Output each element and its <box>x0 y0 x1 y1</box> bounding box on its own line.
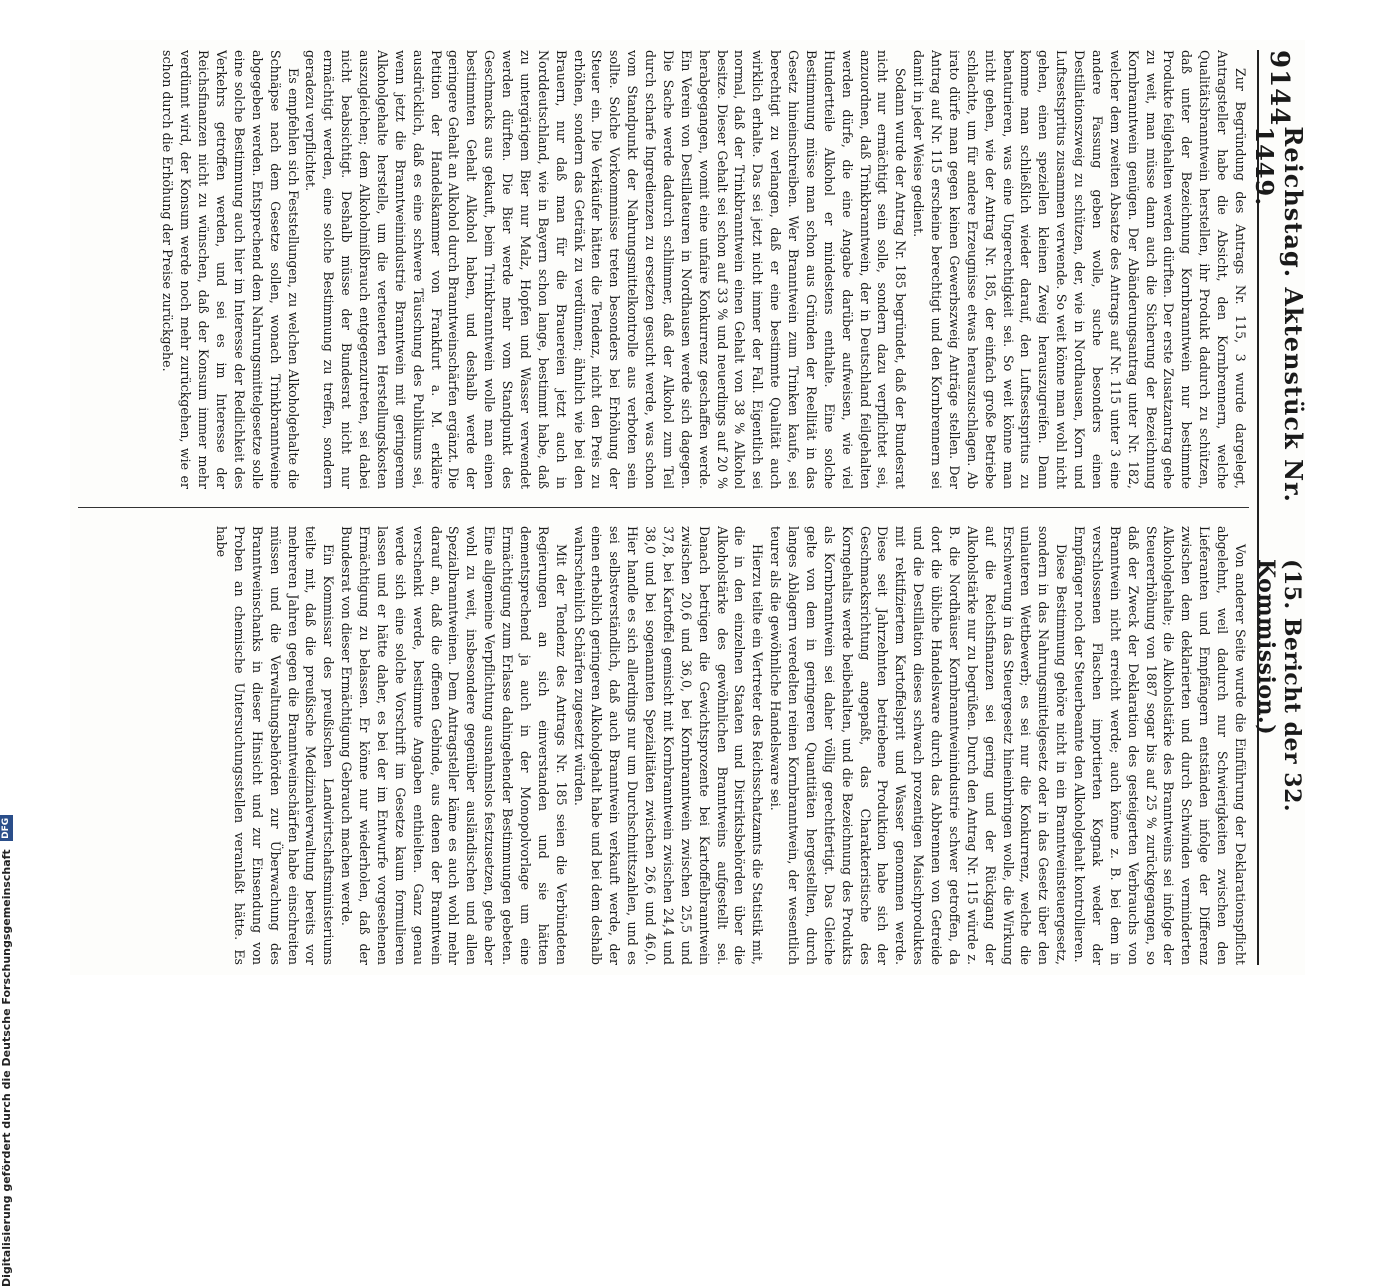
paragraph: Diese Bestimmung gehöre nicht in ein Branntweinsteuergesetz, sondern in das Nahrungsmittelgesetz oder in das Gesetz über den unlauteren Wettbewerb; es sei nur die Konkurrenz, welche die Erschwerung in das Steuergesetz hineinbringen wolle, die Wirkung auf die Reichsfinanzen sei gering und der Rückgang der Alkoholstärke nur zu begrüßen. Durch den Antrag Nr. 115 würde z. B. die Nordhäuser Kornbranntweinindustrie schwer getroffen, da dort die übliche Handelsware durch das Abbrennen von Getreide und die Destillation dieses schwach prozentigen Maischproduktes mit rektifiziertem Kartoffelsprit und Wasser genommen werde. Diese seit Jahrzehnten betriebene Produktion habe sich der Geschmacksrichtung angepaßt, das Charakteristische des Korngehalts werde beibehalten, und die Bezeichnung des Produkts als Kornbranntwein sei daher völlig gerechtfertigt. Das Gleiche gelte von dem in geringeren Quantitäten hergestellten, durch langes Ablagern veredelten reinen Kornbranntwein, der wesentlich teurer als die gewöhnliche Handelsware sei. <box>768 526 1070 965</box>
page-number: 9144 <box>1264 50 1294 127</box>
column-divider <box>78 507 1249 508</box>
running-title: Reichstag. Aktenstück Nr. 1449. <box>1250 126 1308 503</box>
paragraph: Es empfehlen sich Feststellungen, zu welchen Alkoholgehalte die Schnäpse nach dem Gesetze sollen, wonach Trinkbranntweine abgegeben werden. Entsprechend dem Nahrungsmittelgesetze solle eine solche Bestimmung auch hier im Interesse der Redlichkeit des Verkehrs getroffen werden, und sei es im Interesse der Reichsfinanzen nicht zu wünschen, daß der Konsum immer mehr verdünnt wird, der Konsum werde noch mehr zurückgehen, wie er schon durch die Erhöhung der Preise zurückgehe. <box>160 50 301 489</box>
paragraph: Zur Begründung des Antrags Nr. 115, 3 wurde dargelegt, Antragsteller habe die Absicht, den Kornbrennern, welche Qualitätsbranntwein herstellen, ihr Produkt dadurch zu schützen, daß unter der Bezeichnung Kornbranntwein nur bestimmte Produkte feilgehalten werden dürften. Der erste Zusatzantrag gehe zu weit, man müsse dann auch die Sicherung der Bezeichnung Kornbranntwein genügen. Der Abänderungsantrag unter Nr. 182, welcher dem zweiten Absatze des Antrags auf Nr. 115 unter 3 eine andere Fassung geben wolle, suche besonders einen Destillationszweig zu schützen, der, wie in Nordhausen, Korn und Luftsestspritus zusammen verwende. So weit könne man wohl nicht gehen, einen speziellen kleinen Zweig herauszugreifen. Dann komme man schließlich wieder darauf, den Luftsestspritus zu benaturieren, was eine Ungerechtigkeit sei. So weit könne man nicht gehen, wie der Antrag Nr. 185, der einfach große Betriebe schlachte, um für andere Erzeugnisse etwas herauszuschlagen. Ab irato dürfe man gegen keinen Gewerbszweig Anträge stellen. Der Antrag auf Nr. 115 erscheine berechtigt und den Kornbrennern sei damit in jeder Weise gedient. <box>911 50 1248 489</box>
credit-text-wrapper <box>0 327 13 1287</box>
report-subtitle: (15. Bericht der 32. Kommission.) <box>1253 559 1305 813</box>
text-columns <box>78 50 1249 965</box>
paragraph: Von anderer Seite wurde die Einführung der Deklarationspflicht abgelehnt, weil dadurch nur Schwierigkeiten zwischen den Lieferanten und Empfängern entständen infolge der Differenz zwischen dem deklarierten und durch Schwinden verminderten Alkoholgehalte; die Alkoholstärke des Branntweins sei infolge der Steuererhöhung von 1887 sogar bis auf 25 % zurückgegangen, so daß der Zweck der Deklaration des gesteigerten Verbrauchs von Branntwein nicht erreicht werde; auch könne z. B. bei dem in verschlossenen Flaschen importierten Kognak weder der Empfänger noch der Steuerbeamte den Alkoholgehalt kontrollieren. <box>1072 526 1248 965</box>
paragraph: Mit der Tendenz des Antrags Nr. 185 seien die Verbündeten Regierungen an sich einverstanden und sie hätten dementsprechend ja auch in der Monopolvorlage um eine Ermächtigung zum Erlasse dahingehender Bestimmungen gebeten. Eine allgemeine Verpflichtung ausnahmslos festzusetzen, gehe aber wohl zu weit, insbesondere gegenüber ausländischen und allen Spezialbranntweinen. Dem Antragsteller käme es auch wohl mehr darauf an, daß die offenen Gebinde, aus denen der Branntwein verschenkt werde, bestimmte Angaben enthielten. Ganz genau werde sich eine solche Vorschrift im Gesetze kaum formulieren lassen und er hätte daher, es bei der im Entwurfe vorgesehenen Ermächtigung zu belassen. Er könne nur wiederholen, daß der Bundesrat von dieser Ermächtigung Gebrauch machen werde. <box>339 526 569 965</box>
digitization-credit <box>0 0 26 1287</box>
document-page <box>70 40 1308 975</box>
right-column <box>78 526 1249 965</box>
paragraph: Sodann wurde der Antrag Nr. 185 begründet, daß der Bundesrat nicht nur ermächtigt sein solle, sondern dazu verpflichtet sei, anzuordnen, daß Trinkbranntwein, der in Deutschland feilgehalten werden dürfe, die eine Angabe darüber aufweisen, wie viel Hundertteile Alkohol er mindestens enthalte. Eine solche Bestimmung müsse man schon aus Gründen der Reellität in das Gesetz hineinschreiben. Wer Branntwein zum Trinken kaufe, sei berechtigt zu verlangen, daß er eine bestimmte Qualität auch wirklich erhalte. Das sei jetzt nicht immer der Fall. Eigentlich sei normal, daß der Trinkbranntwein einen Gehalt von 38 % Alkohol besitze. Dieser Gehalt sei schon auf 33 % und neuerdings auf 20 % herabgegangen, womit eine unfaire Konkurrenz geschaffen werde. Ein Verein von Destillateuren in Nordhausen werde sich dagegen. Die Sache werde dadurch schlimmer, daß der Alkohol zum Teil durch scharfe Ingredienzen zu ersetzen gesucht werde, was schon vom Standpunkt der Nahrungsmittelkontrolle aus verboten sein sollte. Solche Vorkommnisse treten besonders bei Erhöhung der Steuer ein. Die Verkäufer hätten die Tendenz, nicht den Preis zu erhöhen, sondern das Getränk zu verdünnen; ähnlich wie bei den Brauern, nur daß man für die Brauereien jetzt auch in Norddeutschland, wie in Bayern schon lange, bestimmt habe, daß zu untergärigem Bier nur Malz, Hopfen und Wasser verwendet werden dürften. Die Bier werde mehr vom Standpunkt des Geschmacks aus gekauft, beim Trinkbranntwein wolle man einen bestimmten Gehalt Alkohol haben, und deshalb werde der geringere Gehalt an Alkohol durch Branntweinschärfen ergänzt. Die Petition der Handelskammer von Frankfurt a. M. erkläre ausdrücklich, daß es eine schwere Täuschung des Publikums sei, wenn jetzt die Branntweinindustrie Branntwein mit geringerem Alkoholgehalte herstelle, um die verteuerten Herstellungskosten auszugleichen; dem Alkoholmißbrauch entgegenzutreten, sei dabei nicht beabsichtigt. Deshalb müsse der Bundesrat nicht nur ermächtigt werden, eine solche Bestimmung zu treffen, sondern geradezu verpflichtet. <box>303 50 909 489</box>
dfg-logo-icon: DFG <box>0 815 13 841</box>
credit-text: Digitalisierung gefördert durch die Deutsche Forschungsgemeinschaft <box>0 849 13 1287</box>
left-column <box>78 50 1249 489</box>
paragraph: Hierzu teilte ein Vertreter des Reichsschatzamts die Statistik mit, die in den einzelnen Staaten und Distriktsbehörden über die Alkoholstärke des gewöhnlichen Branntweins aufgestellt sei. Danach betrügen die Gewichtsprozente bei Kartoffelbranntwein zwischen 20,6 und 36,0, bei Kornbranntwein zwischen 25,5 und 37,8, bei Kartoffel gemischt mit Kornbranntwein zwischen 24,4 und 38,0 und bei sogenannten Spezialitäten zwischen 26,6 und 46,0. Hier handle es sich allerdings nur um Durchschnittszahlen, und es sei selbstverständlich, daß auch Branntwein verkauft werde, der einen erheblich geringeren Alkoholgehalt habe und bei dem deshalb wahrscheinlich Schärfen zugesetzt würden. <box>571 526 766 965</box>
page-scan-wrapper <box>70 40 1308 975</box>
paragraph: Ein Kommissar des preußischen Landwirtschaftsministeriums teilte mit, daß die preußische Medizinalverwaltung bereits vor mehreren Jahren gegen die Branntweinschärfen habe einschreiten müssen und die Verwaltungsbehörden zur Überwachung des Branntweinschanks in dieser Hinsicht und zur Einsendung von Proben an chemische Untersuchungsstellen veranlaßt hätte. Es habe <box>214 526 337 965</box>
page-header <box>1250 50 1308 965</box>
